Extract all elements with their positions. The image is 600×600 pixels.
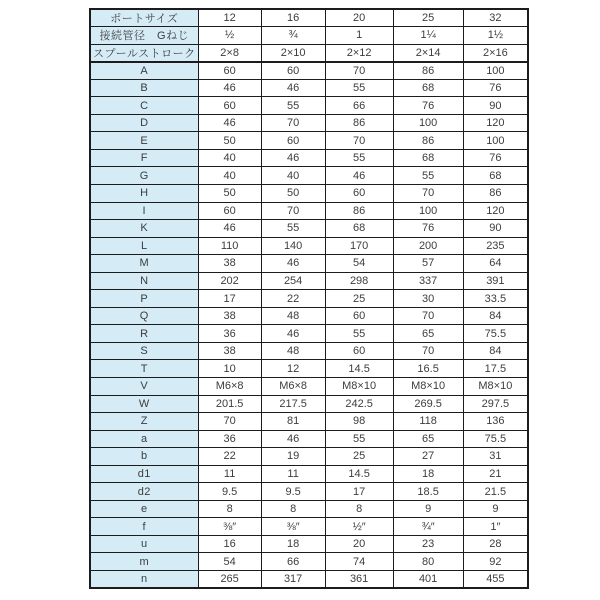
cell: 19: [261, 448, 325, 466]
table-row: [90, 149, 528, 167]
row-label: e: [90, 500, 198, 518]
table-row: [90, 430, 528, 448]
row-label: d1: [90, 465, 198, 483]
table-row: [90, 307, 528, 325]
cell: 22: [261, 290, 325, 308]
table-row: [90, 342, 528, 360]
cell: 68: [463, 167, 528, 185]
cell: 18.5: [393, 483, 463, 501]
dimension-table-body: [90, 9, 528, 588]
cell: 361: [325, 571, 393, 589]
cell: 76: [463, 149, 528, 167]
row-label: m: [90, 553, 198, 571]
cell: 60: [325, 184, 393, 202]
cell: 57: [393, 255, 463, 273]
cell: 38: [198, 307, 261, 325]
cell: 9: [463, 500, 528, 518]
row-label: T: [90, 360, 198, 378]
cell: 100: [393, 202, 463, 220]
cell: 25: [393, 9, 463, 27]
table-row: [90, 97, 528, 115]
cell: 70: [325, 132, 393, 150]
cell: 54: [198, 553, 261, 571]
row-label: d2: [90, 483, 198, 501]
row-label: N: [90, 272, 198, 290]
cell: ⅜″: [198, 518, 261, 536]
row-label: スプールストローク: [90, 44, 198, 62]
cell: 27: [393, 448, 463, 466]
cell: 25: [325, 290, 393, 308]
row-label: f: [90, 518, 198, 536]
table-row: [90, 325, 528, 343]
table-row: [90, 167, 528, 185]
cell: 33.5: [463, 290, 528, 308]
row-label: H: [90, 184, 198, 202]
cell: 11: [198, 465, 261, 483]
row-label: S: [90, 342, 198, 360]
cell: 46: [198, 220, 261, 238]
cell: 38: [198, 342, 261, 360]
cell: 46: [198, 79, 261, 97]
cell: 1¼: [393, 27, 463, 45]
cell: 217.5: [261, 395, 325, 413]
cell: 66: [325, 97, 393, 115]
cell: 60: [261, 132, 325, 150]
table-row: [90, 483, 528, 501]
cell: 46: [261, 79, 325, 97]
cell: 265: [198, 571, 261, 589]
cell: ⅜″: [261, 518, 325, 536]
table-row: [90, 79, 528, 97]
table-row: [90, 202, 528, 220]
cell: 28: [463, 535, 528, 553]
table-row: [90, 377, 528, 395]
cell: 235: [463, 237, 528, 255]
cell: 21: [463, 465, 528, 483]
cell: 30: [393, 290, 463, 308]
row-label: V: [90, 377, 198, 395]
cell: 201.5: [198, 395, 261, 413]
row-label: Z: [90, 413, 198, 431]
cell: 12: [261, 360, 325, 378]
cell: 14.5: [325, 465, 393, 483]
cell: 242.5: [325, 395, 393, 413]
cell: 254: [261, 272, 325, 290]
table-row: [90, 132, 528, 150]
cell: 337: [393, 272, 463, 290]
cell: 10: [198, 360, 261, 378]
cell: 76: [393, 220, 463, 238]
cell: 81: [261, 413, 325, 431]
cell: 23: [393, 535, 463, 553]
table-row: [90, 535, 528, 553]
cell: 46: [261, 430, 325, 448]
cell: 100: [463, 62, 528, 80]
cell: 391: [463, 272, 528, 290]
cell: 60: [261, 62, 325, 80]
cell: 297.5: [463, 395, 528, 413]
cell: 86: [463, 184, 528, 202]
cell: 60: [325, 307, 393, 325]
row-label: W: [90, 395, 198, 413]
cell: 46: [198, 114, 261, 132]
cell: 86: [325, 202, 393, 220]
cell: 70: [261, 202, 325, 220]
table-row: [90, 465, 528, 483]
cell: 70: [393, 307, 463, 325]
table-row: [90, 114, 528, 132]
row-label: Q: [90, 307, 198, 325]
cell: 60: [325, 342, 393, 360]
cell: 75.5: [463, 325, 528, 343]
cell: 92: [463, 553, 528, 571]
table-row: [90, 255, 528, 273]
table-row: [90, 62, 528, 80]
cell: 298: [325, 272, 393, 290]
cell: 40: [198, 167, 261, 185]
cell: 46: [325, 167, 393, 185]
cell: 16: [261, 9, 325, 27]
cell: 46: [261, 149, 325, 167]
cell: 18: [261, 535, 325, 553]
cell: 317: [261, 571, 325, 589]
row-label: K: [90, 220, 198, 238]
cell: 9: [393, 500, 463, 518]
cell: 140: [261, 237, 325, 255]
cell: 40: [198, 149, 261, 167]
cell: ¾: [261, 27, 325, 45]
cell: 2×10: [261, 44, 325, 62]
row-label: I: [90, 202, 198, 220]
cell: 136: [463, 413, 528, 431]
cell: 269.5: [393, 395, 463, 413]
cell: 21.5: [463, 483, 528, 501]
cell: 40: [261, 167, 325, 185]
cell: 38: [198, 255, 261, 273]
header-row: [90, 44, 528, 62]
cell: M8×10: [463, 377, 528, 395]
cell: 20: [325, 535, 393, 553]
cell: 1: [325, 27, 393, 45]
cell: 8: [198, 500, 261, 518]
cell: ½″: [325, 518, 393, 536]
cell: 202: [198, 272, 261, 290]
table-row: [90, 220, 528, 238]
cell: 50: [198, 184, 261, 202]
table-row: [90, 500, 528, 518]
table-row: [90, 360, 528, 378]
cell: ¾″: [393, 518, 463, 536]
cell: 64: [463, 255, 528, 273]
table-row: [90, 553, 528, 571]
cell: 100: [393, 114, 463, 132]
table-row: [90, 272, 528, 290]
cell: 55: [261, 97, 325, 115]
cell: 2×8: [198, 44, 261, 62]
table-row: [90, 413, 528, 431]
cell: 200: [393, 237, 463, 255]
cell: M8×10: [325, 377, 393, 395]
cell: 66: [261, 553, 325, 571]
table-row: [90, 184, 528, 202]
cell: 16: [198, 535, 261, 553]
cell: 32: [463, 9, 528, 27]
cell: 1″: [463, 518, 528, 536]
cell: 11: [261, 465, 325, 483]
cell: 54: [325, 255, 393, 273]
cell: 80: [393, 553, 463, 571]
cell: 17: [198, 290, 261, 308]
cell: 36: [198, 430, 261, 448]
cell: 50: [261, 184, 325, 202]
cell: 2×12: [325, 44, 393, 62]
row-label: F: [90, 149, 198, 167]
cell: M6×8: [261, 377, 325, 395]
cell: 75.5: [463, 430, 528, 448]
row-label: a: [90, 430, 198, 448]
row-label: R: [90, 325, 198, 343]
cell: 84: [463, 307, 528, 325]
cell: 90: [463, 220, 528, 238]
cell: 48: [261, 307, 325, 325]
cell: 36: [198, 325, 261, 343]
cell: 14.5: [325, 360, 393, 378]
cell: 98: [325, 413, 393, 431]
cell: 401: [393, 571, 463, 589]
row-label: b: [90, 448, 198, 466]
cell: 86: [325, 114, 393, 132]
cell: 120: [463, 202, 528, 220]
cell: 55: [325, 325, 393, 343]
cell: 55: [261, 220, 325, 238]
cell: 68: [325, 220, 393, 238]
cell: 65: [393, 325, 463, 343]
cell: 17: [325, 483, 393, 501]
table-row: [90, 237, 528, 255]
cell: 60: [198, 202, 261, 220]
cell: 70: [261, 114, 325, 132]
cell: M8×10: [393, 377, 463, 395]
cell: 68: [393, 79, 463, 97]
row-label: D: [90, 114, 198, 132]
cell: 60: [198, 62, 261, 80]
cell: 8: [325, 500, 393, 518]
dimension-table: [89, 8, 529, 589]
table-row: [90, 290, 528, 308]
cell: 9.5: [261, 483, 325, 501]
row-label: C: [90, 97, 198, 115]
cell: 455: [463, 571, 528, 589]
cell: 76: [463, 79, 528, 97]
cell: 18: [393, 465, 463, 483]
cell: 31: [463, 448, 528, 466]
cell: 55: [325, 149, 393, 167]
table-row: [90, 448, 528, 466]
cell: 2×14: [393, 44, 463, 62]
row-label: G: [90, 167, 198, 185]
dimension-table-container: [89, 8, 529, 589]
cell: ½: [198, 27, 261, 45]
cell: 55: [393, 167, 463, 185]
table-row: [90, 571, 528, 589]
row-label: 接続管径 Gねじ: [90, 27, 198, 45]
cell: 100: [463, 132, 528, 150]
cell: 9.5: [198, 483, 261, 501]
row-label: ポートサイズ: [90, 9, 198, 27]
cell: M6×8: [198, 377, 261, 395]
cell: 76: [393, 97, 463, 115]
row-label: L: [90, 237, 198, 255]
header-row: [90, 9, 528, 27]
cell: 55: [325, 79, 393, 97]
cell: 70: [325, 62, 393, 80]
cell: 20: [325, 9, 393, 27]
cell: 25: [325, 448, 393, 466]
cell: 74: [325, 553, 393, 571]
cell: 86: [393, 62, 463, 80]
row-label: M: [90, 255, 198, 273]
cell: 170: [325, 237, 393, 255]
cell: 46: [261, 325, 325, 343]
cell: 68: [393, 149, 463, 167]
cell: 8: [261, 500, 325, 518]
cell: 70: [393, 184, 463, 202]
row-label: P: [90, 290, 198, 308]
cell: 90: [463, 97, 528, 115]
row-label: u: [90, 535, 198, 553]
row-label: A: [90, 62, 198, 80]
cell: 70: [393, 342, 463, 360]
cell: 60: [198, 97, 261, 115]
cell: 118: [393, 413, 463, 431]
cell: 12: [198, 9, 261, 27]
cell: 84: [463, 342, 528, 360]
cell: 110: [198, 237, 261, 255]
cell: 48: [261, 342, 325, 360]
table-row: [90, 395, 528, 413]
row-label: n: [90, 571, 198, 589]
cell: 120: [463, 114, 528, 132]
row-label: E: [90, 132, 198, 150]
header-row: [90, 27, 528, 45]
cell: 65: [393, 430, 463, 448]
cell: 70: [198, 413, 261, 431]
cell: 1½: [463, 27, 528, 45]
table-row: [90, 518, 528, 536]
row-label: B: [90, 79, 198, 97]
cell: 16.5: [393, 360, 463, 378]
cell: 17.5: [463, 360, 528, 378]
cell: 50: [198, 132, 261, 150]
cell: 2×16: [463, 44, 528, 62]
cell: 86: [393, 132, 463, 150]
cell: 22: [198, 448, 261, 466]
cell: 55: [325, 430, 393, 448]
cell: 46: [261, 255, 325, 273]
